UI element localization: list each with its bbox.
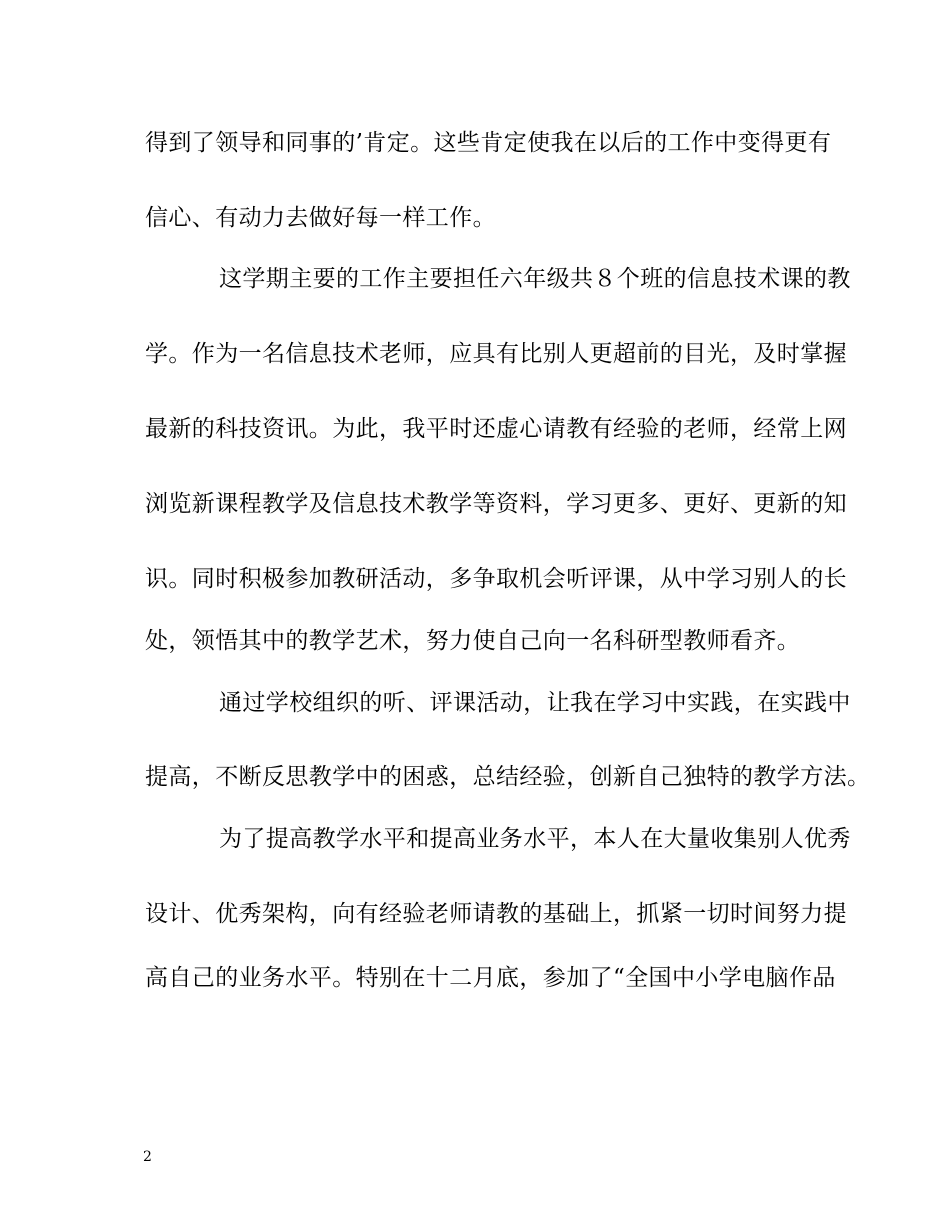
body-text-line: 设计、优秀架构，向有经验老师请教的基础上，抓紧一切时间努力提 (145, 901, 847, 927)
page-number: 2 (143, 1149, 152, 1165)
body-text-line: 最新的科技资讯。为此，我平时还虚心请教有经验的老师，经常上网 (145, 416, 847, 442)
paragraph-first-line: 为了提高教学水平和提高业务水平，本人在大量收集别人优秀 (219, 826, 851, 852)
body-text-line: 得到了领导和同事的’肯定。这些肯定使我在以后的工作中变得更有 (145, 130, 832, 156)
paragraph-first-line: 这学期主要的工作主要担任六年级共８个班的信息技术课的教 (219, 266, 851, 292)
body-text-line: 处，领悟其中的教学艺术，努力使自己向一名科研型教师看齐。 (145, 628, 801, 654)
body-text-line: 识。同时积极参加教研活动，多争取机会听评课，从中学习别人的长 (145, 566, 847, 592)
body-text-line: 提高，不断反思教学中的困惑，总结经验，创新自己独特的教学方法。 (145, 764, 871, 790)
body-text-line: 学。作为一名信息技术老师，应具有比别人更超前的目光，及时掌握 (145, 341, 847, 367)
body-text-line: 信心、有动力去做好每一样工作。 (145, 205, 496, 231)
paragraph-first-line: 通过学校组织的听、评课活动，让我在学习中实践，在实践中 (219, 690, 851, 716)
body-text-line: 浏览新课程教学及信息技术教学等资料，学习更多、更好、更新的知 (145, 491, 847, 517)
body-text-line: 高自己的业务水平。特别在十二月底，参加了“全国中小学电脑作品 (145, 965, 836, 991)
